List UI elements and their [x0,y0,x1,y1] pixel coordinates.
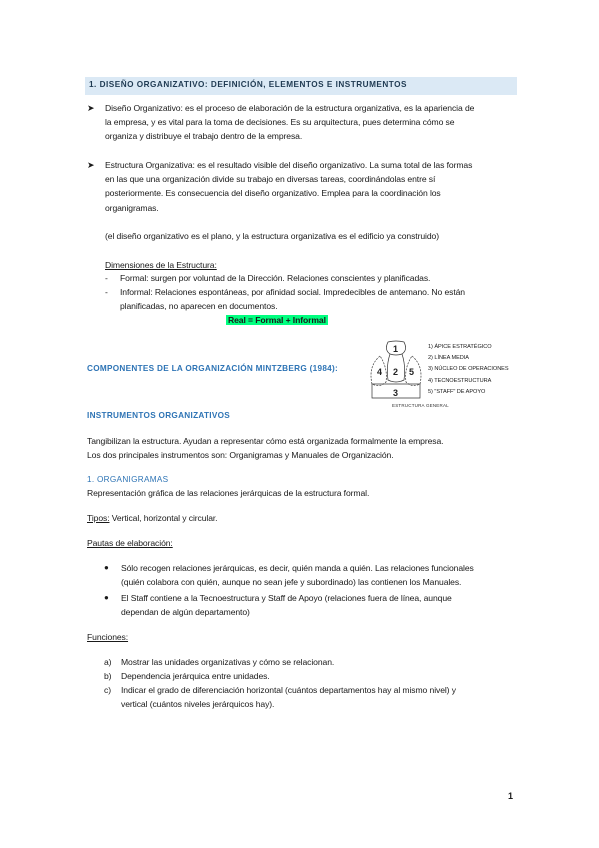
page-number: 1 [508,791,514,801]
text-line: Indicar el grado de diferenciación horizontal (cuántos departamentos hay al mismo nivel) y [121,685,456,695]
arrow-bullet-icon: ➤ [87,160,95,170]
formula-highlight [226,313,328,327]
pauta-item [121,561,531,589]
funcion-item [121,683,531,711]
list-letter: a) [104,657,112,667]
bullet-estructura-organizativa [105,158,525,215]
legend-item: 2) LÍNEA MEDIA [428,355,469,362]
list-letter: c) [104,685,111,695]
bullet-dot-icon: ● [104,563,109,572]
funcion-item: Dependencia jerárquica entre unidades. [121,671,270,681]
diagram-number: 4 [377,367,383,377]
text-line: organigramas. [105,202,159,213]
section-title: 1. DISEÑO ORGANIZATIVO: DEFINICIÓN, ELEMENTOS E INSTRUMENTOS [89,80,407,89]
text-line: en las que una organización divide su trabajo en diversas tareas, coordinándolas entre sí [105,174,436,185]
dash-icon: - [105,273,108,283]
dash-icon: - [105,287,108,297]
text-line: dependan de algún departamento) [121,607,250,618]
text-line: El Staff contiene a la Tecnoestructura y Staff de Apoyo (relaciones fuera de línea, aunque [121,593,452,603]
pautas-title: Pautas de elaboración: [87,538,173,548]
text-line: Tangibilizan la estructura. Ayudan a representar cómo está organizada formalmente la empresa. [87,436,444,446]
dimensiones-title: Dimensiones de la Estructura: [105,260,217,270]
bullet-dot-icon: ● [104,593,109,602]
tipos-label: Tipos: [87,513,110,523]
instrumentos-title: INSTRUMENTOS ORGANIZATIVOS [87,411,231,420]
diagram-number: 1 [393,344,399,354]
formula-text: Real = Formal + Informal [228,315,326,325]
text-line: la empresa, y es vital para la toma de decisiones. Es su arquitectura, pues determina cómo se [105,117,455,128]
list-letter: b) [104,671,112,681]
diagram-number: 2 [393,367,399,377]
legend-item: 1) ÁPICE ESTRATÉGICO [428,344,492,350]
text-line: Los dos principales instrumentos son: Organigramas y Manuales de Organización. [87,450,394,461]
dimension-formal: Formal: surgen por voluntad de la Dirección. Relaciones conscientes y planificadas. [120,273,431,283]
organigramas-title: 1. ORGANIGRAMAS [87,475,169,484]
text-line: organiza y distribuye el trabajo dentro de la empresa. [105,131,303,142]
pauta-item [121,591,531,619]
text-line: Estructura Organizativa: es el resultado visible del diseño organizativo. La suma total de las formas [105,160,473,170]
text-line: Diseño Organizativo: es el proceso de elaboración de la estructura organizativa, es la apariencia de [105,103,475,113]
dimension-informal [120,285,530,313]
legend-item: 3) NÚCLEO DE OPERACIONES [428,366,509,373]
legend-item: 4) TECNOESTRUCTURA [428,377,492,384]
diagram-legend [428,342,509,398]
text-line: (quién colabora con quién, aunque no sean jefe y subordinado) las contienen los Manuales. [121,577,462,588]
tipos-text: Vertical, horizontal y circular. [109,513,218,523]
funciones-title: Funciones: [87,632,129,642]
organigramas-definition: Representación gráfica de las relaciones jerárquicas de la estructura formal. [87,488,370,498]
text-line: vertical (cuántos niveles jerárquicos hay). [121,699,275,710]
arrow-bullet-icon: ➤ [87,103,95,113]
instrumentos-text [87,434,443,462]
componentes-title: COMPONENTES DE LA ORGANIZACIÓN MINTZBERG (1984): [87,364,339,373]
diagram-number: 3 [393,388,399,398]
funcion-item: Mostrar las unidades organizativas y cómo se relacionan. [121,657,335,667]
text-line: planificadas, no aparecen en documentos. [120,301,278,312]
text-line: Informal: Relaciones espontáneas, por afinidad social. Impredecibles de antemano. No están [120,287,465,297]
text-line: posteriormente. Es consecuencia del diseño organizativo. Emplea para la coordinación los [105,188,441,199]
diagram-number: 5 [409,367,415,377]
analogy-note: (el diseño organizativo es el plano, y la estructura organizativa es el edificio ya construido) [105,231,439,241]
legend-item: 5) "STAFF" DE APOYO [428,388,486,395]
mintzberg-diagram [366,340,426,402]
bullet-diseno-organizativo [105,101,525,144]
tipos-line [87,511,217,525]
text-line: Sólo recogen relaciones jerárquicas, es decir, quién manda a quién. Las relaciones funcionales [121,563,474,573]
diagram-caption: ESTRUCTURA GENERAL [392,403,449,408]
